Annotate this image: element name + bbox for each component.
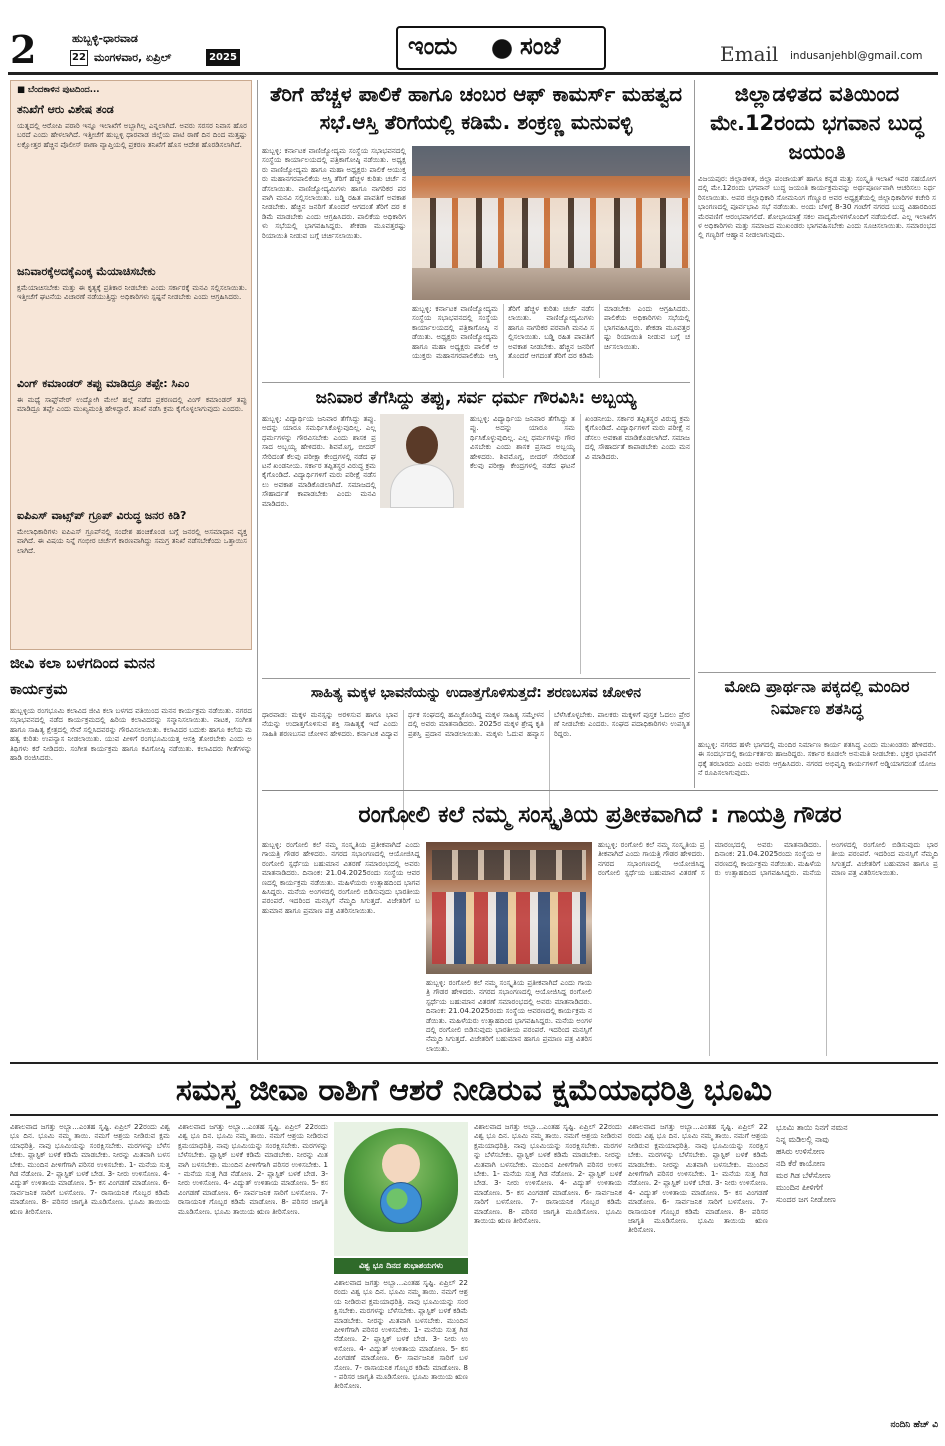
abbayya-portrait (380, 414, 464, 508)
year: 2025 (206, 49, 240, 66)
janivara-body-cols: ಹುಬ್ಬಳ್ಳಿ: ವಿದ್ಯಾರ್ಥಿಯ ಜನಿವಾರ ತೆಗೆಸಿದ್ದು ತಪ್ಪು. ಅದನ್ನು ಯಾರೂ ಸಮರ್ಥಿಸಿಕೊಳ್ಳುವುದಿಲ್ಲ. ಎಲ್ಲ ಧರ್ಮಗಳನ್ನು ಗೌರವಿಸಬೇಕು ಎಂದು ಶಾಸಕ ಪ್ರಸಾದ ಅಬ್ಬಯ್ಯ ಹೇಳಿದರು. ಶಿವಮೊಗ್ಗ, ಬೀದರ್ ಸೇರಿದಂತೆ ಕೆಲವು ಪರೀಕ್ಷಾ ಕೇಂದ್ರಗಳಲ್ಲಿ ನಡೆದ ಘಟನೆ ಖಂಡನೀಯ. ಸರ್ಕಾರ ತಪ್ಪಿತಸ್ಥರ ವಿರುದ್ಧ ಕ್ರಮ ಕೈಗೊಂಡಿದೆ. ವಿದ್ಯಾರ್ಥಿಗಳಿಗೆ ಮರು ಪರೀಕ್ಷೆ ನಡೆಸಲು ಅವಕಾಶ ಮಾಡಿಕೊಡಲಾಗಿದೆ. ಸಮಾಜದಲ್ಲಿ ಸೌಹಾರ್ದತೆ ಕಾಪಾಡಬೇಕು ಎಂದು ಮನವಿ ಮಾಡಿದರು. (470, 414, 693, 471)
earth-day-illustration (334, 1122, 468, 1256)
buddha-headline: ಜಿಲ್ಲಾಡಳಿತದ ವತಿಯಿಂದ ಮೇ.12ರಂದು ಭಗವಾನ ಬುದ್ಧ ಜಯಂತಿ (710, 82, 924, 164)
rangoli-headline: ರಂಗೋಲಿ ಕಲೆ ನಮ್ಮ ಸಂಸ್ಕೃತಿಯ ಪ್ರತೀಕವಾಗಿದೆ : ಗಾಯತ್ರಿ ಗೌಡರ (358, 802, 842, 828)
rangoli-event-photo (426, 842, 592, 974)
sidebar-heading-4: ಐಪಿಎಸ್ ವಾಟ್ಸ್‌ಪ್ ಗ್ರೂಪ್ ವಿರುದ್ಧ ಜನರ ಕಿಡಿ? (17, 509, 187, 522)
weekday-month: ಮಂಗಳವಾರ, ಏಪ್ರಿಲ್ (94, 51, 172, 64)
edition-name: ಹುಬ್ಬಳ್ಳಿ-ಧಾರವಾಡ (72, 32, 138, 45)
chamber-meeting-photo (412, 146, 690, 300)
sidebar-body-3: ಈ ಮಧ್ಯೆ ಸಾಫ್ಟ್‌ವೇರ್ ಉದ್ಯೋಗಿ ಮೇಲೆ ಹಲ್ಲೆ ನಡೆದ ಪ್ರಕರಣದಲ್ಲಿ ವಿಂಗ್ ಕಮಾಂಡರ್ ತಪ್ಪು ಮಾಡಿದ್ರೂ ತಪ್ಪೇ ಎಂದು ಮುಖ್ಯಮಂತ್ರಿ ಹೇಳಿದ್ದಾರೆ. ತನಿಖೆ ನಡೆಸಿ ಕ್ರಮ ಕೈಗೊಳ್ಳಲಾಗುವುದು ಎಂದರು. (17, 395, 250, 414)
sahitya-headline: ಸಾಹಿತ್ಯ ಮಕ್ಕಳ ಭಾವನೆಯನ್ನು ಉದಾತ್ತಗೊಳಿಸುತ್ತದೆ: ಶರಣಬಸವ ಚೋಳಿನ (310, 685, 642, 701)
sidebar-body-2: ಕ್ಷಮೆಯಾಚಿಸಬೇಕು ಮತ್ತು ಈ ಕೃತ್ಯಕ್ಕೆ ಪ್ರತಿಕಾರ ನೀಡಬೇಕು ಎಂದು ಸರ್ಕಾರಕ್ಕೆ ಮನವಿ ಸಲ್ಲಿಸಲಾಯಿತು. ಇತ್ತೀಚೆಗೆ ಘಟನೆಯ ವಿಚಾರಣೆ ನಡೆಯುತ್ತಿದ್ದು ಅಧಿಕಾರಿಗಳು ಸ್ಪಷ್ಟನೆ ನೀಡಬೇಕು ಎಂದು ಆಗ್ರಹಿಸಿದರು. (17, 283, 250, 302)
bhoomi-poem: ಭೂಮಿ ತಾಯಿ ನಿನಗೆ ನಮನ ನಿನ್ನ ಮಡಿಲಲ್ಲಿ ನಾವು ಹಸಿರು ಉಳಿಸೋಣ ನದಿ ಕೆರೆ ಕಾಯೋಣ ಮರ ಗಿಡ ಬೆಳೆಸೋಣ ಮುಂದಿನ ಪೀಳಿಗೆಗೆ ಸುಂದರ ಜಗ ನೀಡೋಣ (776, 1123, 848, 1204)
logo-right-text: ಸಂಜೆ (520, 32, 561, 60)
chamber-divider (262, 382, 690, 383)
group-figures (432, 892, 586, 964)
jeevi-headline-line2: ಕಾರ್ಯಕ್ರಮ (10, 680, 68, 698)
jeevi-headline-line1: ಜೀವಿ ಕಲಾ ಬಳಗದಿಂದ ಮನನ (10, 654, 155, 672)
email-label: Email (720, 42, 779, 66)
rangoli-body-col1: ಹುಬ್ಬಳ್ಳಿ: ರಂಗೋಲಿ ಕಲೆ ನಮ್ಮ ಸಂಸ್ಕೃತಿಯ ಪ್ರತೀಕವಾಗಿದೆ ಎಂದು ಗಾಯತ್ರಿ ಗೌಡರ ಹೇಳಿದರು. ನಗರದ ಸಭಾಂಗಣದಲ್ಲಿ ಆಯೋಜಿಸಿದ್ದ ರಂಗೋಲಿ ಸ್ಪರ್ಧೆಯ ಬಹುಮಾನ ವಿತರಣೆ ಸಮಾರಂಭದಲ್ಲಿ ಅವರು ಮಾತನಾಡಿದರು. ದಿನಾಂಕ: 21.04.2025ರಂದು ಸಂಸ್ಥೆಯ ಆವರಣದಲ್ಲಿ ಕಾರ್ಯಕ್ರಮ ನಡೆಯಿತು. ಮಹಿಳೆಯರು ಉತ್ಸಾಹದಿಂದ ಭಾಗವಹಿಸಿದ್ದರು. ಮನೆಯ ಅಂಗಳದಲ್ಲಿ ರಂಗೋಲಿ ಬಿಡಿಸುವುದು ಭಾರತೀಯ ಪರಂಪರೆ. ಇದರಿಂದ ಮನಸ್ಸಿಗೆ ನೆಮ್ಮದಿ ಸಿಗುತ್ತದೆ. ವಿಜೇತರಿಗೆ ಬಹುಮಾನ ಹಾಗೂ ಪ್ರಮಾಣ ಪತ್ರ ವಿತರಿಸಲಾಯಿತು. (262, 840, 423, 915)
bhoomi-body-under-image: ವಿಶಾಲವಾದ ಜಗತ್ತು ಅಬ್ಬಾ...ಎಂತಹ ಸೃಷ್ಟಿ. ಏಪ್ರಿಲ್ 22ರಂದು ವಿಶ್ವ ಭೂ ದಿನ. ಭೂಮಿ ನಮ್ಮ ತಾಯಿ. ನಮಗೆ ಆಶ್ರಯ ನೀಡಿರುವ ಕ್ಷಮಯಾಧರಿತ್ರಿ. ನಾವು ಭೂಮಿಯನ್ನು ಸಂರಕ್ಷಿಸಬೇಕು. ಮರಗಳನ್ನು ಬೆಳೆಸಬೇಕು. ಪ್ಲಾಸ್ಟಿಕ್ ಬಳಕೆ ಕಡಿಮೆ ಮಾಡಬೇಕು. ನೀರನ್ನು ಮಿತವಾಗಿ ಬಳಸಬೇಕು. ಮುಂದಿನ ಪೀಳಿಗೆಗಾಗಿ ಪರಿಸರ ಉಳಿಸಬೇಕು. 1- ಮನೆಯ ಸುತ್ತ ಗಿಡ ನೆಡೋಣ. 2- ಪ್ಲಾಸ್ಟಿಕ್ ಬಳಕೆ ಬೇಡ. 3- ನೀರು ಉಳಿಸೋಣ. 4- ವಿದ್ಯುತ್ ಉಳಿತಾಯ ಮಾಡೋಣ. 5- ಕಸ ವಿಂಗಡಣೆ ಮಾಡೋಣ. 6- ಸಾರ್ವಜನಿಕ ಸಾರಿಗೆ ಬಳಸೋಣ. 7- ರಾಸಾಯನಿಕ ಗೊಬ್ಬರ ಕಡಿಮೆ ಮಾಡೋಣ. 8- ಪರಿಸರ ಜಾಗೃತಿ ಮೂಡಿಸೋಣ. ಭೂಮಿ ತಾಯಿಯ ಋಣ ತೀರಿಸೋಣ. (334, 1278, 471, 1391)
rangoli-body-under-photo: ಹುಬ್ಬಳ್ಳಿ: ರಂಗೋಲಿ ಕಲೆ ನಮ್ಮ ಸಂಸ್ಕೃತಿಯ ಪ್ರತೀಕವಾಗಿದೆ ಎಂದು ಗಾಯತ್ರಿ ಗೌಡರ ಹೇಳಿದರು. ನಗರದ ಸಭಾಂಗಣದಲ್ಲಿ ಆಯೋಜಿಸಿದ್ದ ರಂಗೋಲಿ ಸ್ಪರ್ಧೆಯ ಬಹುಮಾನ ವಿತರಣೆ ಸಮಾರಂಭದಲ್ಲಿ ಅವರು ಮಾತನಾಡಿದರು. ದಿನಾಂಕ: 21.04.2025ರಂದು ಸಂಸ್ಥೆಯ ಆವರಣದಲ್ಲಿ ಕಾರ್ಯಕ್ರಮ ನಡೆಯಿತು. ಮಹಿಳೆಯರು ಉತ್ಸಾಹದಿಂದ ಭಾಗವಹಿಸಿದ್ದರು. ಮನೆಯ ಅಂಗಳದಲ್ಲಿ ರಂಗೋಲಿ ಬಿಡಿಸುವುದು ಭಾರತೀಯ ಪರಂಪರೆ. ಇದರಿಂದ ಮನಸ್ಸಿಗೆ ನೆಮ್ಮದಿ ಸಿಗುತ್ತದೆ. ವಿಜೇತರಿಗೆ ಬಹುಮಾನ ಹಾಗೂ ಪ್ರಮಾಣ ಪತ್ರ ವಿತರಿಸಲಾಯಿತು. (426, 978, 595, 1053)
logo-left-text: ಇಂದು (408, 32, 458, 60)
sidebar-kicker: ■ ಬೆಂದಕಾಳಿನ ಪುಟದಿಂದ... (17, 85, 100, 95)
buddha-body: ವಿಜಯಪುರ: ಜಿಲ್ಲಾಡಳಿತ, ಜಿಲ್ಲಾ ಪಂಚಾಯತ್ ಹಾಗೂ ಕನ್ನಡ ಮತ್ತು ಸಂಸ್ಕೃತಿ ಇಲಾಖೆ ಇವರ ಸಹಯೋಗದಲ್ಲಿ ಮೇ.12ರಂದು ಭಗವಾನ್ ಬುದ್ಧ ಜಯಂತಿ ಕಾರ್ಯಕ್ರಮವನ್ನು ಅರ್ಥಪೂರ್ಣವಾಗಿ ಆಚರಿಸಲು ನಿರ್ಧರಿಸಲಾಯಿತು. ಅಪರ ಜಿಲ್ಲಾಧಿಕಾರಿ ಸೋಮನಿಂಗ ಗೆಣ್ಣೂರ ಅವರ ಅಧ್ಯಕ್ಷತೆಯಲ್ಲಿ ಜಿಲ್ಲಾಧಿಕಾರಿಗಳ ಕಚೇರಿ ಸಭಾಂಗಣದಲ್ಲಿ ಪೂರ್ವಭಾವಿ ಸಭೆ ನಡೆಯಿತು. ಅಂದು ಬೆಳಿಗ್ಗೆ 8-30 ಗಂಟೆಗೆ ನಗರದ ಬುದ್ಧ ವಿಹಾರದಿಂದ ಮೆರವಣಿಗೆ ಆರಂಭವಾಗಲಿದೆ. ಶೋಭಾಯಾತ್ರೆ ಸಕಲ ವಾದ್ಯಮೇಳಗಳೊಂದಿಗೆ ನಡೆಯಲಿದೆ. ಎಲ್ಲ ಇಲಾಖೆಗಳ ಅಧಿಕಾರಿಗಳು ಮತ್ತು ಸಮಾಜದ ಮುಖಂಡರು ಭಾಗವಹಿಸಬೇಕು ಎಂದು ಸೂಚಿಸಲಾಯಿತು. ಸಮಾರಂಭದಲ್ಲಿ ಗಣ್ಯರಿಗೆ ಆಹ್ವಾನ ನೀಡಲಾಗುವುದು. (698, 174, 939, 240)
column-rule-right (694, 80, 695, 788)
date-day: 22 (70, 50, 88, 66)
chamber-body-col1: ಹುಬ್ಬಳ್ಳಿ: ಕರ್ನಾಟಕ ವಾಣಿಜ್ಯೋದ್ಯಮ ಸಂಸ್ಥೆಯ ಸಭಾಭವನದಲ್ಲಿ ಸಂಸ್ಥೆಯ ಕಾರ್ಯಾಲಯದಲ್ಲಿ ಪತ್ರಿಕಾಗೋಷ್ಠಿ ನಡೆಯಿತು. ಅಧ್ಯಕ್ಷರು ವಾಣಿಜ್ಯೋದ್ಯಮ ಹಾಗೂ ಮಹಾ ಅಧ್ಯಕ್ಷರು ಪಾಲಿಕೆ ಆಯುಕ್ತರು ಮಹಾನಗರಪಾಲಿಕೆಯ ಆಸ್ತಿ ತೆರಿಗೆ ಹೆಚ್ಚಳ ಕುರಿತು ಚರ್ಚೆ ನಡೆಸಲಾಯಿತು. ವಾಣಿಜ್ಯೋದ್ಯಮಿಗಳು ಹಾಗೂ ನಾಗರಿಕರ ಪರವಾಗಿ ಮನವಿ ಸಲ್ಲಿಸಲಾಯಿತು. ಬಡ್ಡಿ ರಹಿತ ಪಾವತಿಗೆ ಅವಕಾಶ ನೀಡಬೇಕು. ಹೆಚ್ಚಿನ ಜನರಿಗೆ ತೊಂದರೆ ಆಗದಂತೆ ತೆರಿಗೆ ದರ ಕಡಿಮೆ ಮಾಡಬೇಕು ಎಂದು ಆಗ್ರಹಿಸಿದರು. ಪಾಲಿಕೆಯ ಅಧಿಕಾರಿಗಳು ಸಭೆಯಲ್ಲಿ ಭಾಗವಹಿಸಿದ್ದರು. ಶೇಕಡಾ ಮೂವತ್ತರಷ್ಟು ರಿಯಾಯಿತಿ ನೀಡುವ ಬಗ್ಗೆ ಚರ್ಚಿಸಲಾಯಿತು. (262, 146, 409, 240)
bhoomi-byline: ನಂದಿನಿ ಹೆಚ್ ವಿ (890, 1420, 938, 1430)
portrait-body (390, 464, 454, 508)
page-number: 2 (10, 27, 37, 72)
face-shape (382, 1144, 420, 1184)
sahitya-body: ಧಾರವಾಡ: ಮಕ್ಕಳ ಮನಸ್ಸನ್ನು ಅರಳಿಸುವ ಹಾಗೂ ಭಾವನೆಯನ್ನು ಉದಾತ್ತಗೊಳಿಸುವ ಶಕ್ತಿ ಸಾಹಿತ್ಯಕ್ಕೆ ಇದೆ ಎಂದು ಸಾಹಿತಿ ಶರಣಬಸವ ಚೋಳಿನ ಹೇಳಿದರು. ಕರ್ನಾಟಕ ವಿದ್ಯಾವರ್ಧಕ ಸಂಘದಲ್ಲಿ ಹಮ್ಮಿಕೊಂಡಿದ್ದ ಮಕ್ಕಳ ಸಾಹಿತ್ಯ ಸಮ್ಮೇಳನದಲ್ಲಿ ಅವರು ಮಾತನಾಡಿದರು. 2025ರ ಮಕ್ಕಳ ಶ್ರೇಷ್ಠ ಕೃತಿ ಪ್ರಶಸ್ತಿ ಪ್ರದಾನ ಮಾಡಲಾಯಿತು. ಮಕ್ಕಳು ಓದುವ ಹವ್ಯಾಸ ಬೆಳೆಸಿಕೊಳ್ಳಬೇಕು. ಪಾಲಕರು ಮಕ್ಕಳಿಗೆ ಪುಸ್ತಕ ಓದಲು ಪ್ರೇರಣೆ ನೀಡಬೇಕು ಎಂದರು. ಸಂಘದ ಪದಾಧಿಕಾರಿಗಳು ಉಪಸ್ಥಿತರಿದ್ದರು. (262, 710, 690, 738)
sidebar-heading-3: ವಿಂಗ್ ಕಮಾಂಡರ್ ತಪ್ಪು ಮಾಡಿದ್ರೂ ತಪ್ಪೇ: ಸಿಎಂ (17, 377, 190, 390)
mandir-headline: ಮೋದಿ ಪ್ರಾರ್ಥನಾ ಪಕ್ಕದಲ್ಲಿ ಮಂದಿರ ನಿರ್ಮಾಣ ಶತಸಿದ್ಧ (724, 677, 910, 718)
jeevi-body: ಹುಬ್ಬಳ್ಳಿಯ ರಂಗಭೂಮಿ ಕಲಾವಿದ ಜೀವಿ ಕಲಾ ಬಳಗದ ವತಿಯಿಂದ ಮನನ ಕಾರ್ಯಕ್ರಮ ನಡೆಯಿತು. ನಗರದ ಸಭಾಭವನದಲ್ಲಿ ನಡೆದ ಕಾರ್ಯಕ್ರಮದಲ್ಲಿ ಹಿರಿಯ ಕಲಾವಿದರನ್ನು ಸನ್ಮಾನಿಸಲಾಯಿತು. ನಾಟಕ, ಸಂಗೀತ ಹಾಗೂ ಸಾಹಿತ್ಯ ಕ್ಷೇತ್ರದಲ್ಲಿ ಸೇವೆ ಸಲ್ಲಿಸಿದವರನ್ನು ಗೌರವಿಸಲಾಯಿತು. ಕಲಾವಿದರ ಬದುಕು ಹಾಗೂ ಕಲೆಯ ಮಹತ್ವ ಕುರಿತು ಉಪನ್ಯಾಸ ನೀಡಲಾಯಿತು. ಯುವ ಪೀಳಿಗೆ ರಂಗಭೂಮಿಯತ್ತ ಆಸಕ್ತಿ ತೋರಬೇಕು ಎಂದು ಅತಿಥಿಗಳು ಕರೆ ನೀಡಿದರು. ಸಂಗೀತ ಕಾರ್ಯಕ್ರಮ ಹಾಗೂ ಕವಿಗೋಷ್ಠಿ ನಡೆಯಿತು. ಕಲಾವಿದರು ಗೀತೆಗಳನ್ನು ಹಾಡಿ ರಂಜಿಸಿದರು. (10, 706, 255, 763)
column-rule-left (257, 80, 258, 1060)
portrait-head (406, 426, 438, 464)
mandir-body: ಹುಬ್ಬಳ್ಳಿ: ನಗರದ ಹಳೇ ಭಾಗದಲ್ಲಿ ಮಂದಿರ ನಿರ್ಮಾಣ ಕಾರ್ಯ ಶತಸಿದ್ಧ ಎಂದು ಮುಖಂಡರು ಹೇಳಿದರು. ಈ ಸಂದರ್ಭದಲ್ಲಿ ಕಾರ್ಯಕರ್ತರು ಹಾಜರಿದ್ದರು. ಸರ್ಕಾರ ಕೂಡಲೇ ಅನುಮತಿ ನೀಡಬೇಕು. ಭಕ್ತರ ಭಾವನೆಗೆ ಧಕ್ಕೆ ತರಬಾರದು ಎಂದು ಅವರು ಆಗ್ರಹಿಸಿದರು. ನಗರದ ಅಭಿವೃದ್ಧಿ ಕಾರ್ಯಗಳಿಗೆ ಅಡ್ಡಿಯಾಗದಂತೆ ಯೋಜನೆ ರೂಪಿಸಲಾಗುವುದು. (698, 740, 939, 778)
masthead (0, 0, 945, 78)
rangoli-body-cols: ಹುಬ್ಬಳ್ಳಿ: ರಂಗೋಲಿ ಕಲೆ ನಮ್ಮ ಸಂಸ್ಕೃತಿಯ ಪ್ರತೀಕವಾಗಿದೆ ಎಂದು ಗಾಯತ್ರಿ ಗೌಡರ ಹೇಳಿದರು. ನಗರದ ಸಭಾಂಗಣದಲ್ಲಿ ಆಯೋಜಿಸಿದ್ದ ರಂಗೋಲಿ ಸ್ಪರ್ಧೆಯ ಬಹುಮಾನ ವಿತರಣೆ ಸಮಾರಂಭದಲ್ಲಿ ಅವರು ಮಾತನಾಡಿದರು. ದಿನಾಂಕ: 21.04.2025ರಂದು ಸಂಸ್ಥೆಯ ಆವರಣದಲ್ಲಿ ಕಾರ್ಯಕ್ರಮ ನಡೆಯಿತು. ಮಹಿಳೆಯರು ಉತ್ಸಾಹದಿಂದ ಭಾಗವಹಿಸಿದ್ದರು. ಮನೆಯ ಅಂಗಳದಲ್ಲಿ ರಂಗೋಲಿ ಬಿಡಿಸುವುದು ಭಾರತೀಯ ಪರಂಪರೆ. ಇದರಿಂದ ಮನಸ್ಸಿಗೆ ನೆಮ್ಮದಿ ಸಿಗುತ್ತದೆ. ವಿಜೇತರಿಗೆ ಬಹುಮಾನ ಹಾಗೂ ಪ್ರಮಾಣ ಪತ್ರ ವಿತರಿಸಲಾಯಿತು. (598, 840, 941, 878)
bhoomi-body-col5: ವಿಶಾಲವಾದ ಜಗತ್ತು ಅಬ್ಬಾ...ಎಂತಹ ಸೃಷ್ಟಿ. ಏಪ್ರಿಲ್ 22ರಂದು ವಿಶ್ವ ಭೂ ದಿನ. ಭೂಮಿ ನಮ್ಮ ತಾಯಿ. ನಮಗೆ ಆಶ್ರಯ ನೀಡಿರುವ ಕ್ಷಮಯಾಧರಿತ್ರಿ. ನಾವು ಭೂಮಿಯನ್ನು ಸಂರಕ್ಷಿಸಬೇಕು. ಮರಗಳನ್ನು ಬೆಳೆಸಬೇಕು. ಪ್ಲಾಸ್ಟಿಕ್ ಬಳಕೆ ಕಡಿಮೆ ಮಾಡಬೇಕು. ನೀರನ್ನು ಮಿತವಾಗಿ ಬಳಸಬೇಕು. ಮುಂದಿನ ಪೀಳಿಗೆಗಾಗಿ ಪರಿಸರ ಉಳಿಸಬೇಕು. 1- ಮನೆಯ ಸುತ್ತ ಗಿಡ ನೆಡೋಣ. 2- ಪ್ಲಾಸ್ಟಿಕ್ ಬಳಕೆ ಬೇಡ. 3- ನೀರು ಉಳಿಸೋಣ. 4- ವಿದ್ಯುತ್ ಉಳಿತಾಯ ಮಾಡೋಣ. 5- ಕಸ ವಿಂಗಡಣೆ ಮಾಡೋಣ. 6- ಸಾರ್ವಜನಿಕ ಸಾರಿಗೆ ಬಳಸೋಣ. 7- ರಾಸಾಯನಿಕ ಗೊಬ್ಬರ ಕಡಿಮೆ ಮಾಡೋಣ. 8- ಪರಿಸರ ಜಾಗೃತಿ ಮೂಡಿಸೋಣ. ಭೂಮಿ ತಾಯಿಯ ಋಣ ತೀರಿಸೋಣ. (628, 1122, 771, 1235)
sahitya-divider (262, 678, 690, 679)
bhoomi-headline: ಸಮಸ್ತ ಜೀವಾ ರಾಶಿಗೆ ಆಶರೆ ನೀಡಿರುವ ಕ್ಷಮೆಯಾಧರಿತ್ರಿ ಭೂಮಿ (175, 1073, 773, 1108)
buddha-divider (698, 672, 936, 673)
bhoomi-body-col1: ವಿಶಾಲವಾದ ಜಗತ್ತು ಅಬ್ಬಾ...ಎಂತಹ ಸೃಷ್ಟಿ. ಏಪ್ರಿಲ್ 22ರಂದು ವಿಶ್ವ ಭೂ ದಿನ. ಭೂಮಿ ನಮ್ಮ ತಾಯಿ. ನಮಗೆ ಆಶ್ರಯ ನೀಡಿರುವ ಕ್ಷಮಯಾಧರಿತ್ರಿ. ನಾವು ಭೂಮಿಯನ್ನು ಸಂರಕ್ಷಿಸಬೇಕು. ಮರಗಳನ್ನು ಬೆಳೆಸಬೇಕು. ಪ್ಲಾಸ್ಟಿಕ್ ಬಳಕೆ ಕಡಿಮೆ ಮಾಡಬೇಕು. ನೀರನ್ನು ಮಿತವಾಗಿ ಬಳಸಬೇಕು. ಮುಂದಿನ ಪೀಳಿಗೆಗಾಗಿ ಪರಿಸರ ಉಳಿಸಬೇಕು. 1- ಮನೆಯ ಸುತ್ತ ಗಿಡ ನೆಡೋಣ. 2- ಪ್ಲಾಸ್ಟಿಕ್ ಬಳಕೆ ಬೇಡ. 3- ನೀರು ಉಳಿಸೋಣ. 4- ವಿದ್ಯುತ್ ಉಳಿತಾಯ ಮಾಡೋಣ. 5- ಕಸ ವಿಂಗಡಣೆ ಮಾಡೋಣ. 6- ಸಾರ್ವಜನಿಕ ಸಾರಿಗೆ ಬಳಸೋಣ. 7- ರಾಸಾಯನಿಕ ಗೊಬ್ಬರ ಕಡಿಮೆ ಮಾಡೋಣ. 8- ಪರಿಸರ ಜಾಗೃತಿ ಮೂಡಿಸೋಣ. ಭೂಮಿ ತಾಯಿಯ ಋಣ ತೀರಿಸೋಣ. (10, 1122, 173, 1216)
banner-shape (412, 146, 690, 176)
janivara-headline: ಜನಿವಾರ ತೆಗೆಸಿದ್ದು ತಪ್ಪು, ಸರ್ವ ಧರ್ಮ ಗೌರವಿಸಿ: ಅಬ್ಬಯ್ಯ (315, 388, 637, 408)
stage-frames (432, 850, 586, 880)
sidebar-box (10, 80, 252, 650)
bhoomi-body-col4: ವಿಶಾಲವಾದ ಜಗತ್ತು ಅಬ್ಬಾ...ಎಂತಹ ಸೃಷ್ಟಿ. ಏಪ್ರಿಲ್ 22ರಂದು ವಿಶ್ವ ಭೂ ದಿನ. ಭೂಮಿ ನಮ್ಮ ತಾಯಿ. ನಮಗೆ ಆಶ್ರಯ ನೀಡಿರುವ ಕ್ಷಮಯಾಧರಿತ್ರಿ. ನಾವು ಭೂಮಿಯನ್ನು ಸಂರಕ್ಷಿಸಬೇಕು. ಮರಗಳನ್ನು ಬೆಳೆಸಬೇಕು. ಪ್ಲಾಸ್ಟಿಕ್ ಬಳಕೆ ಕಡಿಮೆ ಮಾಡಬೇಕು. ನೀರನ್ನು ಮಿತವಾಗಿ ಬಳಸಬೇಕು. ಮುಂದಿನ ಪೀಳಿಗೆಗಾಗಿ ಪರಿಸರ ಉಳಿಸಬೇಕು. 1- ಮನೆಯ ಸುತ್ತ ಗಿಡ ನೆಡೋಣ. 2- ಪ್ಲಾಸ್ಟಿಕ್ ಬಳಕೆ ಬೇಡ. 3- ನೀರು ಉಳಿಸೋಣ. 4- ವಿದ್ಯುತ್ ಉಳಿತಾಯ ಮಾಡೋಣ. 5- ಕಸ ವಿಂಗಡಣೆ ಮಾಡೋಣ. 6- ಸಾರ್ವಜನಿಕ ಸಾರಿಗೆ ಬಳಸೋಣ. 7- ರಾಸಾಯನಿಕ ಗೊಬ್ಬರ ಕಡಿಮೆ ಮಾಡೋಣ. 8- ಪರಿಸರ ಜಾಗೃತಿ ಮೂಡಿಸೋಣ. ಭೂಮಿ ತಾಯಿಯ ಋಣ ತೀರಿಸೋಣ. (474, 1122, 625, 1226)
janivara-body-col1: ಹುಬ್ಬಳ್ಳಿ: ವಿದ್ಯಾರ್ಥಿಯ ಜನಿವಾರ ತೆಗೆಸಿದ್ದು ತಪ್ಪು. ಅದನ್ನು ಯಾರೂ ಸಮರ್ಥಿಸಿಕೊಳ್ಳುವುದಿಲ್ಲ. ಎಲ್ಲ ಧರ್ಮಗಳನ್ನು ಗೌರವಿಸಬೇಕು ಎಂದು ಶಾಸಕ ಪ್ರಸಾದ ಅಬ್ಬಯ್ಯ ಹೇಳಿದರು. ಶಿವಮೊಗ್ಗ, ಬೀದರ್ ಸೇರಿದಂತೆ ಕೆಲವು ಪರೀಕ್ಷಾ ಕೇಂದ್ರಗಳಲ್ಲಿ ನಡೆದ ಘಟನೆ ಖಂಡನೀಯ. ಸರ್ಕಾರ ತಪ್ಪಿತಸ್ಥರ ವಿರುದ್ಧ ಕ್ರಮ ಕೈಗೊಂಡಿದೆ. ವಿದ್ಯಾರ್ಥಿಗಳಿಗೆ ಮರು ಪರೀಕ್ಷೆ ನಡೆಸಲು ಅವಕಾಶ ಮಾಡಿಕೊಡಲಾಗಿದೆ. ಸಮಾಜದಲ್ಲಿ ಸೌಹಾರ್ದತೆ ಕಾಪಾಡಬೇಕು ಎಂದು ಮನವಿ ಮಾಡಿದರು. (262, 414, 379, 508)
sidebar-body-1: ಯತ್ನದಲ್ಲಿ ಆರೋಪಿ ಪರಾರಿ ಇನ್ನೂ ಇಲಾಖೆಗೆ ಅಬ್ಬಾಗಿಲ್ಲ ಎನ್ನಲಾಗಿದೆ. ಅವರು ಸರಸರ ನಿವಾಸ ಹೊರ ಬರದೆ ಎಂದು ಹೇಳಲಾಗಿದೆ. ಇತ್ತೀಚೆಗೆ ಹುಬ್ಬಳ್ಳಿ ಧಾರವಾಡ ಜಿಲ್ಲೆಯ ಪಾಟಿ ಠಾಣೆ ದಿನ ದಿಂದ ಮತ್ತಷ್ಟು ಲಕ್ಷೋತ್ತರ ಹೆಚ್ಚಿನ ಪೊಲೀಸ್ ಠಾಣಾ ವ್ಯಾಪ್ತಿಯಲ್ಲಿ ಪ್ರಕರಣ ತನಿಖೆಗೆ ಹೊಸ ಆದೇಶ ಹೊರಡಿಸಲಾಗಿದೆ. (17, 121, 250, 149)
sun-icon (490, 37, 514, 61)
bhoomi-headline-box (10, 1062, 938, 1116)
email-address: indusanjehbl@gmail.com (790, 50, 923, 62)
sidebar-body-4: ಮೇಲಾಧಿಕಾರಿಗಳು ಐಪಿಎಸ್ ಗ್ರೂಪ್‌ನಲ್ಲಿ ಸಂದೇಶ ಹಂಚಿಕೊಂಡ ಬಗ್ಗೆ ಜನರಲ್ಲಿ ಅಸಮಾಧಾನ ವ್ಯಕ್ತವಾಗಿದೆ. ಈ ವಿಷಯ ನಿನ್ನೆ ಗಂಭೀರ ಚರ್ಚೆಗೆ ಕಾರಣವಾಗಿದ್ದು ಸಮಗ್ರ ತನಿಖೆ ನಡೆಸಬೇಕೆಂದು ಒತ್ತಾಯಿಸಲಾಗಿದೆ. (17, 527, 247, 555)
globe-icon (380, 1182, 422, 1224)
chamber-body-cols: ಹುಬ್ಬಳ್ಳಿ: ಕರ್ನಾಟಕ ವಾಣಿಜ್ಯೋದ್ಯಮ ಸಂಸ್ಥೆಯ ಸಭಾಭವನದಲ್ಲಿ ಸಂಸ್ಥೆಯ ಕಾರ್ಯಾಲಯದಲ್ಲಿ ಪತ್ರಿಕಾಗೋಷ್ಠಿ ನಡೆಯಿತು. ಅಧ್ಯಕ್ಷರು ವಾಣಿಜ್ಯೋದ್ಯಮ ಹಾಗೂ ಮಹಾ ಅಧ್ಯಕ್ಷರು ಪಾಲಿಕೆ ಆಯುಕ್ತರು ಮಹಾನಗರಪಾಲಿಕೆಯ ಆಸ್ತಿ ತೆರಿಗೆ ಹೆಚ್ಚಳ ಕುರಿತು ಚರ್ಚೆ ನಡೆಸಲಾಯಿತು. ವಾಣಿಜ್ಯೋದ್ಯಮಿಗಳು ಹಾಗೂ ನಾಗರಿಕರ ಪರವಾಗಿ ಮನವಿ ಸಲ್ಲಿಸಲಾಯಿತು. ಬಡ್ಡಿ ರಹಿತ ಪಾವತಿಗೆ ಅವಕಾಶ ನೀಡಬೇಕು. ಹೆಚ್ಚಿನ ಜನರಿಗೆ ತೊಂದರೆ ಆಗದಂತೆ ತೆರಿಗೆ ದರ ಕಡಿಮೆ ಮಾಡಬೇಕು ಎಂದು ಆಗ್ರಹಿಸಿದರು. ಪಾಲಿಕೆಯ ಅಧಿಕಾರಿಗಳು ಸಭೆಯಲ್ಲಿ ಭಾಗವಹಿಸಿದ್ದರು. ಶೇಕಡಾ ಮೂವತ್ತರಷ್ಟು ರಿಯಾಯಿತಿ ನೀಡುವ ಬಗ್ಗೆ ಚರ್ಚಿಸಲಾಯಿತು. (412, 304, 693, 361)
bhoomi-body-col2: ವಿಶಾಲವಾದ ಜಗತ್ತು ಅಬ್ಬಾ...ಎಂತಹ ಸೃಷ್ಟಿ. ಏಪ್ರಿಲ್ 22ರಂದು ವಿಶ್ವ ಭೂ ದಿನ. ಭೂಮಿ ನಮ್ಮ ತಾಯಿ. ನಮಗೆ ಆಶ್ರಯ ನೀಡಿರುವ ಕ್ಷಮಯಾಧರಿತ್ರಿ. ನಾವು ಭೂಮಿಯನ್ನು ಸಂರಕ್ಷಿಸಬೇಕು. ಮರಗಳನ್ನು ಬೆಳೆಸಬೇಕು. ಪ್ಲಾಸ್ಟಿಕ್ ಬಳಕೆ ಕಡಿಮೆ ಮಾಡಬೇಕು. ನೀರನ್ನು ಮಿತವಾಗಿ ಬಳಸಬೇಕು. ಮುಂದಿನ ಪೀಳಿಗೆಗಾಗಿ ಪರಿಸರ ಉಳಿಸಬೇಕು. 1- ಮನೆಯ ಸುತ್ತ ಗಿಡ ನೆಡೋಣ. 2- ಪ್ಲಾಸ್ಟಿಕ್ ಬಳಕೆ ಬೇಡ. 3- ನೀರು ಉಳಿಸೋಣ. 4- ವಿದ್ಯುತ್ ಉಳಿತಾಯ ಮಾಡೋಣ. 5- ಕಸ ವಿಂಗಡಣೆ ಮಾಡೋಣ. 6- ಸಾರ್ವಜನಿಕ ಸಾರಿಗೆ ಬಳಸೋಣ. 7- ರಾಸಾಯನಿಕ ಗೊಬ್ಬರ ಕಡಿಮೆ ಮಾಡೋಣ. 8- ಪರಿಸರ ಜಾಗೃತಿ ಮೂಡಿಸೋಣ. ಭೂಮಿ ತಾಯಿಯ ಋಣ ತೀರಿಸೋಣ. (178, 1122, 331, 1216)
people-row (412, 198, 690, 268)
sidebar-heading-2: ಜನಿವಾರಕ್ಕೆಅದಕ್ಕೆಎಂಕ್ಕ ಮೆಯಾಚಿಸಬೇಕು (17, 265, 156, 278)
masthead-rule (8, 72, 938, 75)
sidebar-heading-1: ತನಿಖೆಗೆ ಆರು ವಿಶೇಷ ತಂಡ (17, 103, 114, 116)
chamber-headline: ತೆರಿಗೆ ಹೆಚ್ಚಳ ಪಾಲಿಕೆ ಹಾಗೂ ಚಂಬರ ಆಫ್ ಕಾಮರ್ಸ್ ಮಹತ್ವದ ಸಭೆ.ಆಸ್ತಿ ತೆರಿಗೆಯಲ್ಲಿ ಕಡಿಮೆ. ಶಂಕ್ರಣ್ಣ ಮನುವಳ್ಳಿ (269, 82, 683, 134)
earth-day-caption: ವಿಶ್ವ ಭೂ ದಿನದ ಶುಭಾಶಯಗಳು (334, 1258, 468, 1274)
masthead-logo (396, 26, 606, 70)
rangoli-top-rule (262, 790, 938, 791)
